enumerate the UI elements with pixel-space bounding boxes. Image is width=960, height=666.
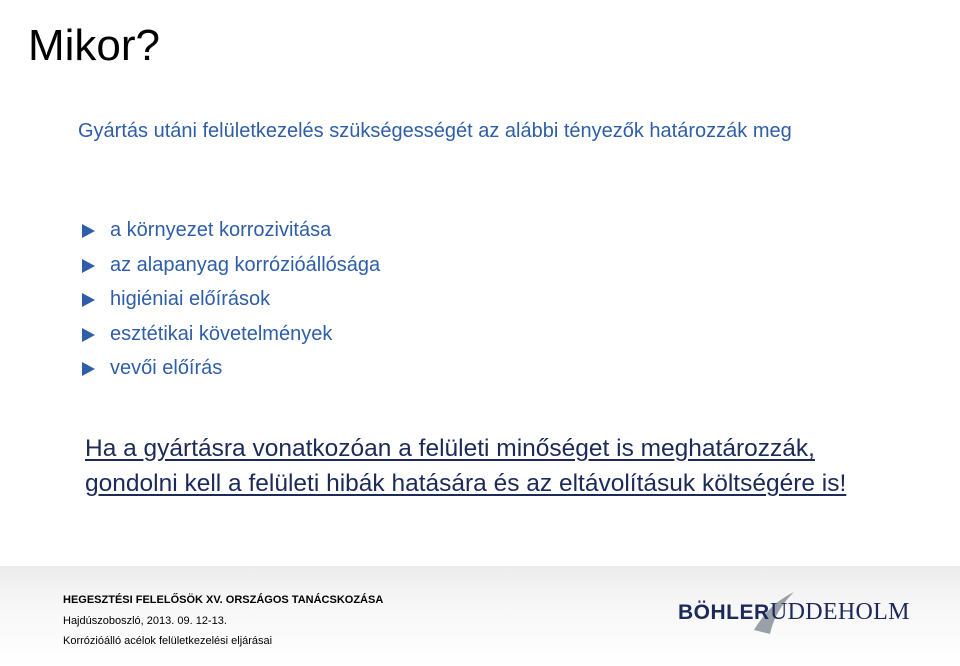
intro-text: Gyártás utáni felületkezelés szükségességét az alábbi tényezők határozzák meg: [78, 120, 792, 142]
footer-topic: Korrózióálló acélok felületkezelési eljárásai: [63, 635, 273, 647]
list-item-label: vevői előírás: [110, 357, 223, 379]
list-item-label: esztétikai követelmények: [110, 322, 333, 345]
triangle-bullet-icon: [82, 362, 95, 376]
triangle-bullet-icon: [82, 328, 95, 342]
logo-text-uddeholm: UDDEHOLM: [770, 599, 910, 625]
slide-footer: [0, 566, 960, 666]
list-item: [80, 319, 380, 354]
list-item: [80, 353, 380, 388]
list-item: [80, 250, 380, 285]
list-item-label: higiéniai előírások: [110, 288, 271, 310]
logo-text-bohler: BÖHLER: [678, 601, 770, 624]
list-item: [80, 215, 380, 250]
list-item-label: az alapanyag korrózióállósága: [110, 253, 381, 276]
list-item: [80, 284, 380, 319]
triangle-bullet-icon: [82, 293, 95, 307]
list-item-label: a környezet korrozivitása: [110, 219, 332, 241]
factor-list: [80, 215, 380, 388]
company-logo: [678, 586, 918, 642]
footer-meta: [63, 590, 383, 652]
triangle-bullet-icon: [82, 224, 95, 238]
footer-location-date: Hajdúszoboszló, 2013. 09. 12-13.: [63, 614, 227, 627]
triangle-bullet-icon: [82, 259, 95, 273]
emphasis-note: Ha a gyártásra vonatkozóan a felületi minőséget is meghatározzák, gondolni kell a felületi hibák hatására és az eltávolításuk költségére is!: [85, 435, 847, 497]
footer-organization: HEGESZTÉSI FELELŐSÖK XV. ORSZÁGOS TANÁCSKOZÁSA: [63, 594, 384, 606]
slide-title: Mikor?: [28, 21, 161, 70]
